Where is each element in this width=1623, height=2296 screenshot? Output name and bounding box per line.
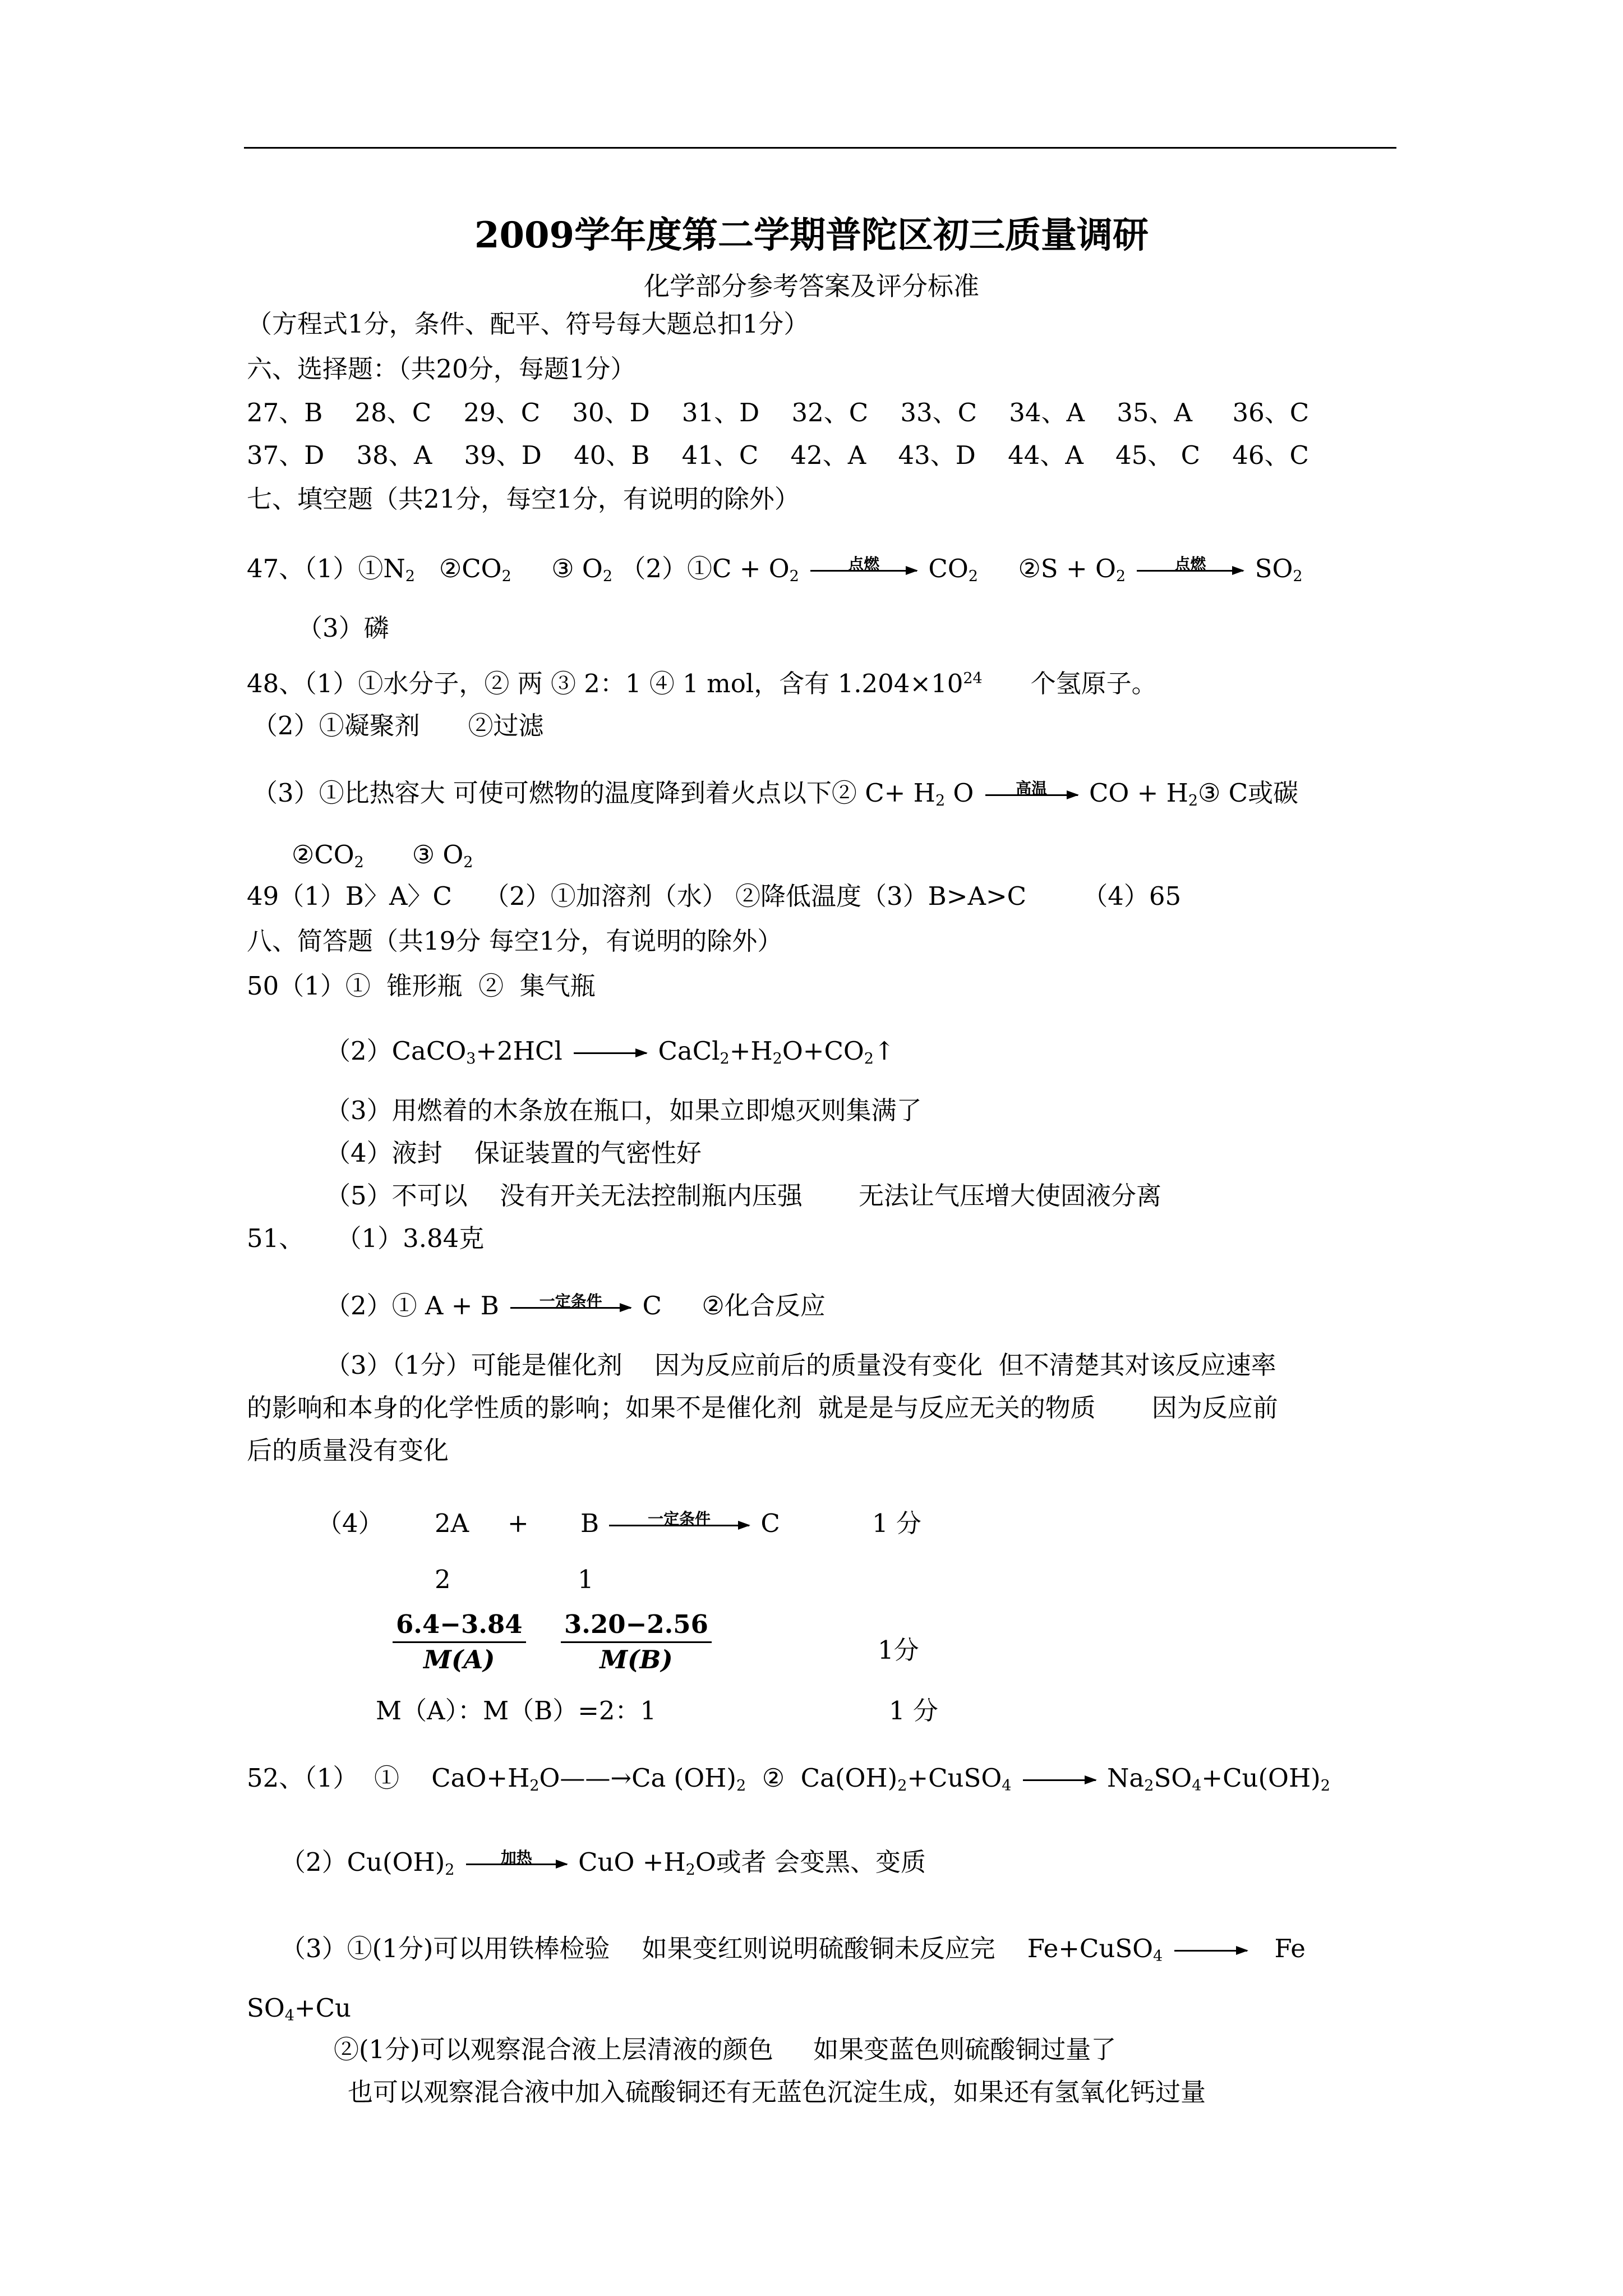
- q52-p3-cont: $SO_4+Cu$: [247, 1993, 352, 2024]
- q51-p4-score1: 1 分: [872, 1508, 921, 1538]
- reaction-arrow: [574, 1052, 647, 1054]
- section6-heading: 六、选择题：（共20分，每题1分）: [247, 354, 636, 384]
- q47-line: 47、$(1)①N_2$ $②CO_2$ ③ $O_2$ （2）①C + $O_2$ 点燃 $CO_2$ ②S + $O_2$ 点燃 $SO_2$: [247, 554, 1303, 585]
- section8-heading: 八、简答题（共19分 每空1分，有说明的除外）: [247, 926, 783, 956]
- q47-part3: （3）磷: [297, 613, 389, 643]
- q51-p4-2a: 2A: [435, 1508, 469, 1538]
- q50-p3: （3）用燃着的木条放在瓶口，如果立即熄灭则集满了: [325, 1096, 922, 1125]
- q52-p3: （3）①(1分)可以用铁棒检验 如果变红则说明硫酸铜未反应完 Fe+CuSO$_4$ Fe: [280, 1934, 1306, 1965]
- heat-arrow: 加热: [466, 1864, 567, 1865]
- condition-arrow: 一定条件: [609, 1525, 749, 1526]
- q51-p2: （2）① A + B 一定条件 C ②化合反应: [325, 1291, 826, 1320]
- q51-p3-line2: 的影响和本身的化学性质的影响；如果不是催化剂 就是是与反应无关的物质 因为反应前: [247, 1393, 1278, 1423]
- q50-p2: （2）CaCO$_3$+2HCl $CaCl_2+H_2O+CO_2↑$: [325, 1036, 895, 1068]
- q52-p1: 52、（1） ① $CaO+H_2O——\to Ca$ $(OH)_2$ ② $Ca(OH)_2+CuSO_4$ $Na_2SO_4+Cu(OH)_2$: [247, 1763, 1330, 1795]
- q51-coef-b: 1: [578, 1565, 594, 1594]
- q51-p4-score3: 1 分: [889, 1696, 938, 1726]
- q50-p5: （5）不可以 没有开关无法控制瓶内压强 无法让气压增大使固液分离: [325, 1181, 1161, 1211]
- answers-row-2: 37、D 38、A 39、D 40、B 41、C 42、A 43、D 44、A 45、 C 46、C: [247, 440, 1309, 470]
- q48-line2: （2）①凝聚剂 ②过滤: [252, 711, 544, 740]
- q48-line4: $②CO_2$ ③ $O_2$: [292, 840, 473, 871]
- q50-p4: （4）液封 保证装置的气密性好: [325, 1138, 702, 1168]
- q51-p1: 51、 （1）3.84克: [247, 1223, 485, 1253]
- q51-coef-a: 2: [435, 1565, 451, 1594]
- q52-p2: $(2)Cu(OH)_2$ 加热 CuO $+H_2O$或者 会变黑、变质: [280, 1847, 926, 1879]
- q51-p4-arrow-wrap: 一定条件 C: [606, 1507, 780, 1540]
- page-title: 2009学年度第二学期普陀区初三质量调研: [474, 214, 1149, 256]
- q51-p3-line1: （3）（1分）可能是催化剂 因为反应前后的质量没有变化 但不清楚其对该反应速率: [325, 1350, 1276, 1380]
- q49-line: 49（1）B〉A〉C （2）①加溶剂（水） ②降低温度（3）B>A>C （4）65: [247, 881, 1182, 911]
- top-rule: [244, 147, 1396, 149]
- q48-line1: 48、（1）①水分子，② 两 ③ 2：1 ④ 1 mol，含有 $1.204\times 10^{24}$ 个氢原子。: [247, 669, 1157, 699]
- ignite-arrow: 点燃: [1137, 570, 1243, 572]
- q51-p4-score2: 1分: [878, 1635, 919, 1665]
- answers-row-1: 27、B 28、C 29、C 30、D 31、D 32、C 33、C 34、A 35、A 36、C: [247, 398, 1310, 427]
- q51-p4-label: （4）: [317, 1508, 384, 1538]
- ignite-arrow: 点燃: [810, 570, 917, 572]
- page-subtitle: 化学部分参考答案及评分标准: [644, 271, 979, 301]
- high-temp-arrow: 高温: [985, 794, 1078, 796]
- section7-heading: 七、填空题（共21分，每空1分，有说明的除外）: [247, 484, 800, 514]
- q51-p3-line3: 后的质量没有变化: [247, 1435, 449, 1465]
- molar-ratio: M（A）：M（B）=2：1: [376, 1696, 657, 1726]
- fraction-a: $\frac{6.4-3.84}{M(A)}$: [393, 1608, 526, 1677]
- condition-arrow: 一定条件: [510, 1307, 631, 1309]
- q51-p4-b: B: [580, 1508, 600, 1538]
- q50-p1: 50（1）① 锥形瓶 ② 集气瓶: [247, 971, 596, 1001]
- q52-p5: 也可以观察混合液中加入硫酸铜还有无蓝色沉淀生成，如果还有氢氧化钙过量: [348, 2077, 1206, 2107]
- scoring-note: （方程式1分，条件、配平、符号每大题总扣1分）: [247, 309, 809, 339]
- q51-p4-plus: +: [508, 1508, 529, 1538]
- reaction-arrow: [1023, 1779, 1096, 1781]
- reaction-arrow: [1174, 1950, 1247, 1952]
- q48-line3: （3）①比热容大 可使可燃物的温度降到着火点以下② $C+ H_2$ O 高温 CO + $H_2③$ C或碳: [252, 778, 1299, 809]
- q52-p4: ②(1分)可以观察混合液上层清液的颜色 如果变蓝色则硫酸铜过量了: [334, 2035, 1117, 2064]
- fraction-b: $\frac{3.20-2.56}{M(B)}$: [561, 1608, 712, 1677]
